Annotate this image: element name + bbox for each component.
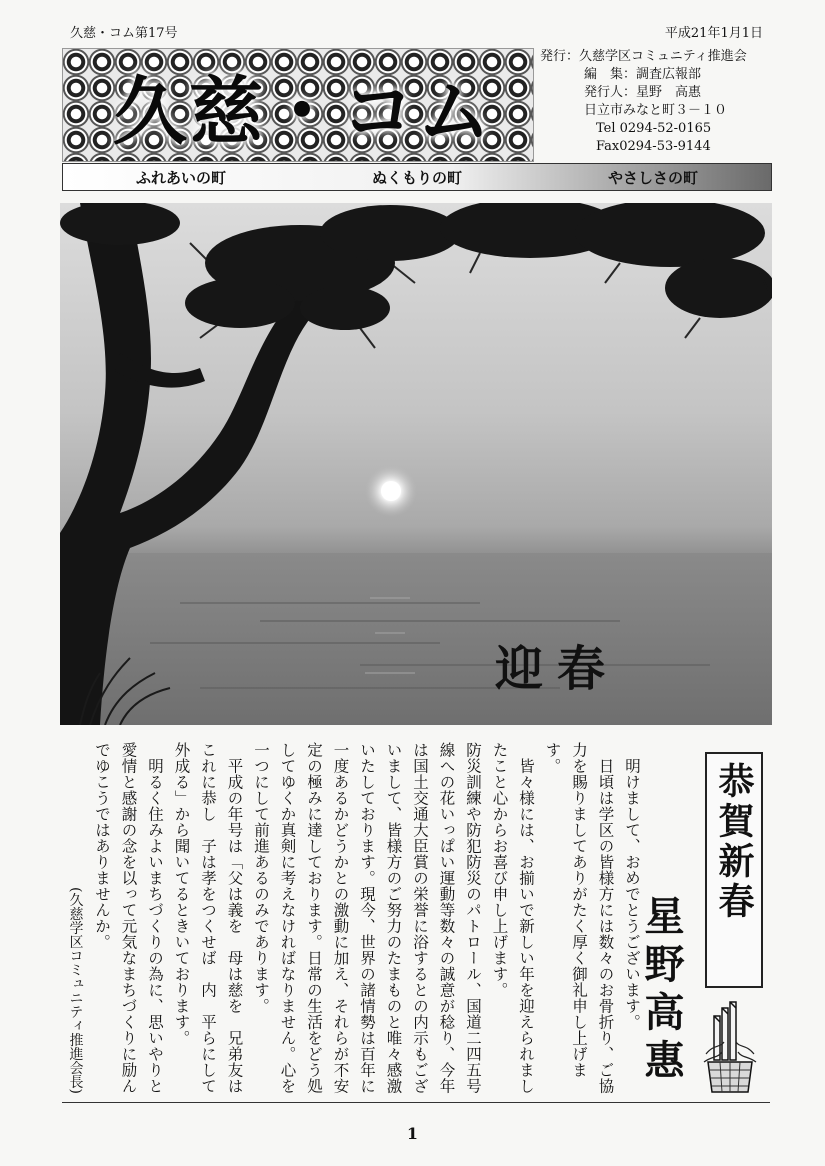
sunrise-pine-photo <box>60 203 772 725</box>
publisher-editor: 編 集：調査広報部 <box>584 67 702 82</box>
bottom-divider <box>62 1102 770 1103</box>
photo-caption: 迎春 <box>495 641 620 697</box>
article-paragraph: 防災訓練や防犯防災のパトロール、国道二四五号線への花いっぱい運動等数々の誠意が稔り、今年は国土交通大臣賞の栄誉に浴するとの内示もございまして、皆様方のご努力のたまものと唯々感激いたしております。現今、世界の諸情勢は百年に一度あるかどうかとの激動に加え、それらが不安定の極みに達しております。日常の生活をどう処してゆくか真剣に考えなければなりません。心を一つにして前進あるのみであります。 <box>252 742 482 1094</box>
kadomatsu-icon <box>700 1000 760 1100</box>
publisher-info <box>540 48 800 156</box>
issue-date: 平成21年1月1日 <box>664 26 763 41</box>
publisher-issuer: 発行：久慈学区コミュニティ推進会 <box>540 49 747 64</box>
new-year-message <box>67 742 645 1094</box>
masthead-banner <box>62 48 534 162</box>
kinga-shinshun-box <box>705 752 763 988</box>
issue-label: 久慈・コム第17号 <box>70 26 178 41</box>
photo-illustration <box>60 203 772 725</box>
author-signature: 星野高惠 <box>638 895 685 1087</box>
motto-item: ぬくもりの町 <box>371 168 462 187</box>
motto-item: やさしさの町 <box>607 168 698 187</box>
article-paragraph: 平成の年号は「父は義を 母は慈を 兄弟友はこれに恭し 子は孝をつくせば 内 平らにして外成る」から聞いてるときいております。 <box>172 742 244 1094</box>
page-number: 1 <box>406 1124 419 1143</box>
motto-bar <box>62 163 772 191</box>
article-paragraph: 明けまして、おめでとうございます。 <box>623 757 641 1030</box>
motto-item: ふれあいの町 <box>135 168 226 187</box>
publisher-address: 日立市みなと町３－１０ <box>584 103 728 118</box>
masthead-title: 久慈・コム <box>113 69 493 155</box>
publisher-name: 発行人：星野 高惠 <box>584 85 702 100</box>
publisher-fax: Fax0294-53-9144 <box>596 139 711 154</box>
publisher-tel: Tel 0294-52-0165 <box>596 121 712 136</box>
article-signature: (久慈学区コミュニティ推進会長) <box>67 887 84 1094</box>
article-paragraph: 明るく住みよいまちづくりの為に、思いやりと愛情と感謝の念を以って元気なまちづくりに励んでゆこうではありませんか。 <box>93 742 164 1094</box>
article-paragraph: 皆々様には、お揃いで新しい年を迎えられましたこと心からお喜び申し上げます。 <box>490 742 535 1094</box>
kinga-text: 恭賀新春 <box>713 762 755 922</box>
article-paragraph: 日頃は学区の皆様方には数々のお骨折り、ご協力を賜りましてありがたく厚く御礼申し上げます。 <box>543 742 615 1094</box>
